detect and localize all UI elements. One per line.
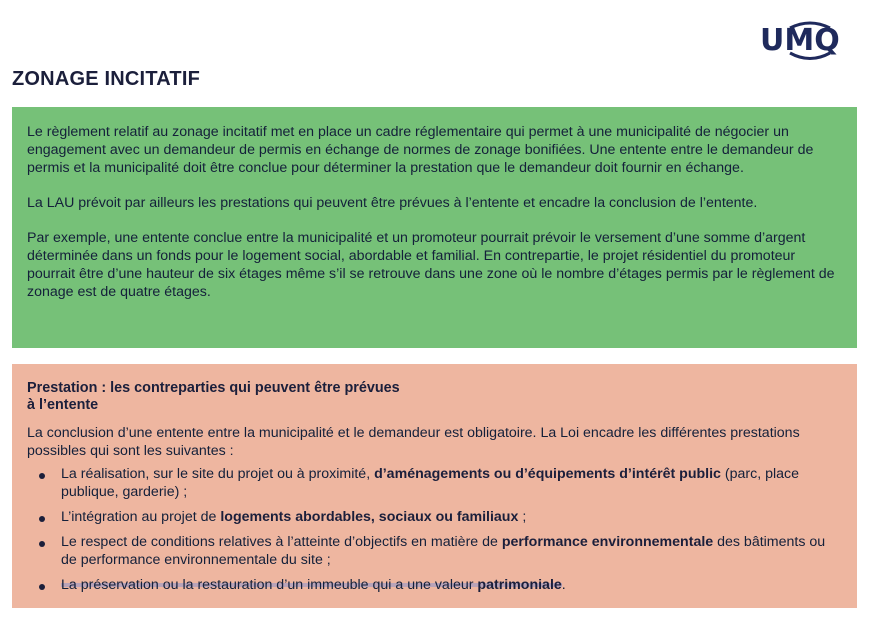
prestation-title-line1: Prestation : les contreparties qui peuvent être prévues (27, 380, 400, 396)
prestation-box (12, 364, 857, 608)
prestation-list (27, 465, 843, 594)
intro-paragraph-1: Le règlement relatif au zonage incitatif met en place un cadre réglementaire qui permet à une municipalité de négocier un engagement avec un demandeur de permis en échange de normes de zonage bonifiées. Une entente entre le demandeur de permis et la municipalité doit être conclue pour déterminer la prestation que le demandeur doit fournir en échange. (27, 124, 814, 176)
list-item: Le respect de conditions relatives à l’atteinte d’objectifs en matière de performance environnementale des bâtiments ou de performance environnementale du site ; (27, 533, 843, 569)
intro-box (12, 107, 857, 348)
intro-paragraph-2: La LAU prévoit par ailleurs les prestations qui peuvent être prévues à l’entente et encadre la conclusion de l’entente. (27, 195, 758, 211)
bullet-icon (39, 541, 45, 547)
intro-paragraph-3: Par exemple, une entente conclue entre la municipalité et un promoteur pourrait prévoir le versement d’une somme d’argent déterminée dans un fonds pour le logement social, abordable et familial. En contrepartie, le projet résidentiel du promoteur pourrait être d’une hauteur de six étages même s’il se retrouve dans une zone où le nombre d’étages permis par le règlement de zonage est de quatre étages. (27, 230, 835, 300)
umq-logo-icon (760, 20, 860, 68)
bullet-icon (39, 516, 45, 522)
list-item: La préservation ou la restauration d’un immeuble qui a une valeur patrimoniale. (27, 576, 843, 594)
prestation-title-line2: à l’entente (27, 397, 99, 413)
bullet-icon (39, 473, 45, 479)
umq-logo (760, 20, 860, 68)
list-item: L’intégration au projet de logements abordables, sociaux ou familiaux ; (27, 508, 843, 526)
page-title: ZONAGE INCITATIF (12, 68, 200, 90)
prestation-title (27, 380, 843, 414)
bullet-icon (39, 584, 45, 590)
list-item: La réalisation, sur le site du projet ou à proximité, d’aménagements ou d’équipements d’intérêt public (parc, place publique, garderie) ; (27, 465, 843, 501)
prestation-intro: La conclusion d’une entente entre la municipalité et le demandeur est obligatoire. La Loi encadre les différentes prestations possibles qui sont les suivantes : (27, 425, 800, 459)
highlighted-text: La préservation ou la restauration d’un immeuble qui a une valeur patrimoniale (61, 577, 562, 593)
umq-logo-text: UMQ (760, 23, 840, 58)
